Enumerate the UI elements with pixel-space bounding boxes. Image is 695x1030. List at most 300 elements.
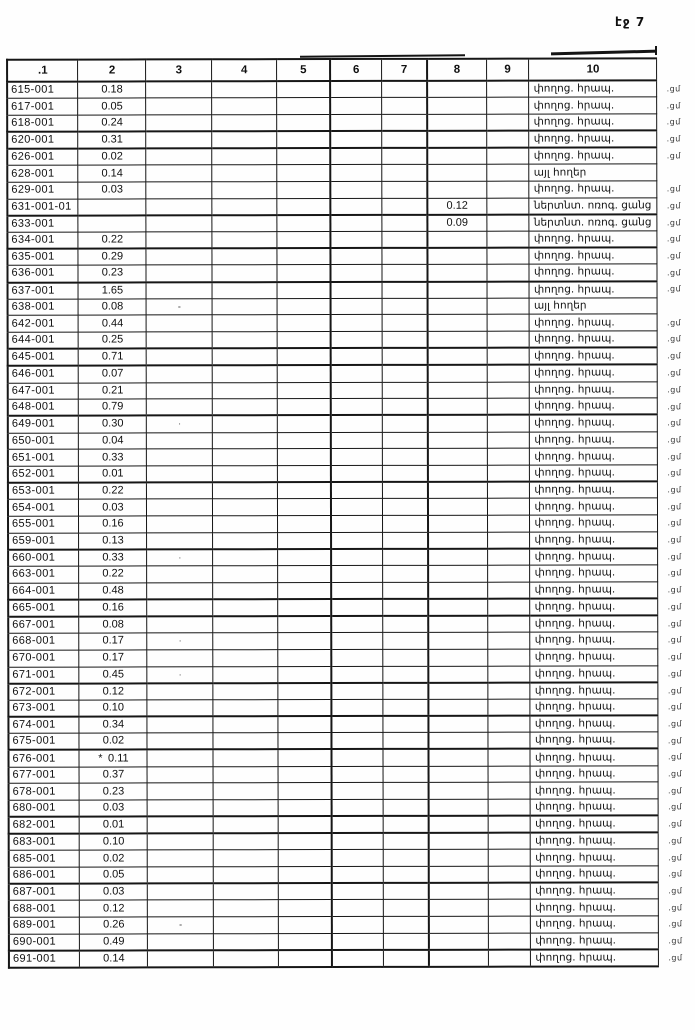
column-header-4: 4 [212,59,277,81]
cell-col3 [147,733,213,750]
cell-col8-area [429,883,488,900]
cell-parcel-code: 674-001 [8,717,79,734]
cell-col3 [147,466,213,483]
cell-col5 [278,516,332,533]
cell-col9 [488,950,531,967]
cell-parcel-code: 687-001 [9,884,80,901]
cell-col3 [146,81,212,98]
table-row [8,598,694,616]
cell-col5 [278,699,332,716]
cell-col9 [488,816,531,833]
cell-col9 [486,231,529,248]
cell-col8-area [428,565,487,582]
cell-area-ha: 0.03 [80,884,148,901]
cell-col3: - [148,917,214,934]
cell-area-ha: 0.07 [79,366,147,383]
margin-mark: .ցմ [667,468,682,478]
margin-mark: .ցմ [666,234,682,244]
cell-col9 [488,916,531,933]
cell-area-ha: 0.18 [78,81,146,98]
cell-col6 [331,382,382,399]
cell-col5 [277,482,331,499]
cell-col4 [214,900,279,917]
cell-col5 [278,649,332,666]
cell-land-use: փողոց. հրապ. [530,632,658,649]
cell-col8-area [428,616,487,633]
cell-col4 [212,282,277,299]
cell-area-ha: 0.04 [79,432,147,449]
cell-col3 [148,850,214,867]
cell-area-ha: 0.12 [80,900,148,917]
cell-col8-area [429,682,488,699]
cell-area-ha: 0.33 [79,449,147,466]
cell-col4 [212,98,277,115]
cell-land-use: փողոց. հրապ. [530,598,658,615]
cell-area-ha: 0.29 [78,249,146,266]
cell-parcel-code: 653-001 [8,483,79,500]
cell-col6 [332,883,383,900]
cell-col3 [148,950,214,967]
cell-parcel-code: 664-001 [8,583,79,600]
cell-col3 [148,900,214,917]
cell-col8-area: 0.12 [428,198,487,215]
cell-land-use: փողոց. հրապ. [529,80,657,97]
cell-col9 [486,114,529,131]
cell-col5 [278,766,332,783]
cell-col9 [487,348,530,365]
cell-col4 [212,315,277,332]
cell-col6 [332,917,383,934]
margin-mark: .ցմ [666,201,682,211]
cell-col6 [331,198,382,215]
cell-col5 [278,683,332,700]
cell-col7 [383,783,429,800]
cell-col6 [332,799,383,816]
cell-col5 [277,215,331,232]
cell-parcel-code: 647-001 [8,383,79,400]
cell-col4 [213,700,278,717]
cell-col9 [487,616,530,633]
cell-col5 [278,582,332,599]
cell-area-ha: 1.65 [79,282,147,299]
cell-col7 [383,950,429,967]
cell-col3 [146,131,212,148]
cell-col6 [332,833,383,850]
cell-col3 [147,616,213,633]
margin-mark: .ցմ [666,284,682,294]
header-row [7,58,693,81]
table-row [8,531,694,549]
margin-mark: .ցմ [667,535,682,545]
cell-area-ha: 0.22 [79,483,147,500]
cell-col5 [277,131,331,148]
cell-col8-area [428,432,487,449]
cell-land-use: փողոց. հրապ. [530,682,658,699]
cell-col5 [278,783,332,800]
cell-col7 [382,515,428,532]
cell-parcel-code: 635-001 [7,249,78,266]
cell-col9 [487,448,530,465]
cell-col4 [213,683,278,700]
cell-col3 [147,399,213,416]
cell-col8-area [428,649,487,666]
cell-area-ha: 0.05 [78,98,146,115]
margin-mark: .ցմ [666,151,681,161]
margin-mark: .ցմ [666,184,681,194]
cell-col9 [487,298,530,315]
cell-col4 [213,466,278,483]
cell-col8-area [429,833,488,850]
cell-parcel-code: 618-001 [7,115,78,132]
cell-col5 [278,883,332,900]
cell-col8-area [429,783,488,800]
cell-land-use: փողոց. հրապ. [530,532,658,549]
cell-area-ha: 0.14 [80,950,148,967]
column-header-1: .1 [7,60,78,82]
column-header-2: 2 [78,59,146,81]
cell-col3 [147,716,213,733]
cell-col7 [383,916,429,933]
cell-parcel-code: 690-001 [9,934,80,951]
margin-mark: .ցմ [666,217,682,227]
margin-mark: .ցմ [668,886,683,896]
cell-col4 [213,582,278,599]
cell-col5 [278,566,332,583]
cell-col8-area [428,265,487,282]
cell-col5 [277,181,331,198]
cell-col7 [382,198,428,215]
margin-mark: .ցմ [667,719,683,729]
cell-col4 [213,649,278,666]
cell-col5 [278,616,332,633]
cell-col5 [278,816,332,833]
cell-col9 [488,833,531,850]
cell-col4 [212,382,277,399]
column-header-3: 3 [146,59,212,81]
cell-parcel-code: 650-001 [8,433,79,450]
table-row [9,916,695,934]
table-row [9,815,695,833]
table-row [8,281,694,299]
cell-col9 [487,699,530,716]
cell-col4 [212,215,277,232]
cell-area-ha: 0.21 [79,382,147,399]
table-row [8,715,694,733]
cell-col5 [277,81,331,98]
cell-col5 [277,382,331,399]
cell-land-use: փողոց. հրապ. [531,849,659,866]
cell-col8-area [427,164,486,181]
margin-mark: .ցմ [667,619,682,629]
cell-col7 [383,699,429,716]
cell-parcel-code: 677-001 [9,767,80,784]
cell-col6 [331,515,382,532]
cell-col3 [146,115,212,132]
margin-mark: .ցմ [668,903,683,913]
table-row [8,465,694,483]
cell-col8-area [427,81,486,98]
cell-col7 [382,432,428,449]
cell-area-ha: 0.03 [78,182,146,199]
cell-col6 [332,649,383,666]
cell-land-use: փողոց. հրապ. [531,833,659,850]
cell-col9 [488,799,531,816]
cell-area-ha: 0.01 [79,466,147,483]
cell-col6 [332,699,383,716]
cell-col4 [212,115,277,132]
cell-col7 [382,215,428,232]
cell-col7 [381,114,427,131]
cell-col6 [332,816,383,833]
parcel-table [6,57,695,968]
cell-col7 [383,716,429,733]
cell-col6 [331,265,382,282]
cell-area-ha: 0.17 [79,650,147,667]
cell-col5 [278,800,332,817]
cell-col6 [331,315,382,332]
cell-col3 [147,349,213,366]
table-row [8,749,694,767]
cell-col3: - [146,299,212,316]
cell-col8-area [429,950,488,967]
cell-parcel-code: 683-001 [9,834,80,851]
cell-col7 [383,900,429,917]
cell-col3 [147,532,213,549]
cell-land-use: փողոց. հրապ. [531,899,659,916]
cell-col8-area [428,482,487,499]
cell-col6 [331,281,382,298]
margin-mark: .ցմ [667,669,682,679]
table-row [7,214,693,232]
table-row [8,448,694,466]
cell-col8-area: 0.09 [428,215,487,232]
cell-col8-area [428,348,487,365]
cell-col7 [382,482,428,499]
cell-land-use: փողոց. հրապ. [531,866,659,883]
cell-col6 [332,716,383,733]
table-row [8,548,694,566]
cell-col7 [382,265,428,282]
table-row [8,298,694,316]
table-row [8,699,694,717]
cell-col8-area [427,97,486,114]
cell-land-use: փողոց. հրապ. [531,933,659,950]
cell-col3 [148,833,214,850]
table-body [7,80,695,967]
cell-land-use: փողոց. հրապ. [531,799,659,816]
margin-mark: .ցմ [666,134,681,144]
cell-col7 [382,616,428,633]
margin-mark: .ցմ [667,518,682,528]
margin-mark: .ցմ [666,84,681,94]
cell-col7 [382,499,428,516]
cell-col3 [147,750,213,767]
table-row [7,197,693,215]
column-header-6: 6 [330,59,381,81]
cell-col6 [331,465,382,482]
cell-col5 [278,933,332,950]
margin-mark: .ցմ [667,401,682,411]
cell-col4 [212,165,277,182]
margin-mark: .ցմ [668,802,683,812]
cell-col8-area [428,382,487,399]
cell-col9 [488,849,531,866]
cell-col7 [383,816,429,833]
cell-col7 [382,599,428,616]
cell-col5 [277,465,331,482]
cell-parcel-code: 663-001 [8,566,79,583]
cell-parcel-code: 645-001 [8,349,79,366]
cell-parcel-code: 644-001 [8,332,79,349]
cell-col5 [277,298,331,315]
cell-col5 [278,733,332,750]
cell-col7 [383,666,429,683]
cell-col3: · [147,633,213,650]
cell-col4 [213,566,278,583]
cell-land-use: փողոց. հրապ. [531,816,659,833]
cell-col5 [277,98,331,115]
cell-col7 [382,181,428,198]
cell-col5 [277,232,331,249]
cell-col8-area [429,850,488,867]
cell-col8-area [428,331,487,348]
cell-col6 [332,783,383,800]
cell-col7 [382,331,428,348]
cell-area-ha: 0.02 [78,148,146,165]
cell-land-use: փողոց. հրապ. [530,765,658,782]
cell-area-ha: 0.30 [79,416,147,433]
margin-mark: .ցմ [667,435,682,445]
cell-col7 [383,799,429,816]
margin-mark [658,298,694,315]
cell-col4 [213,750,278,767]
cell-land-use: փողոց. հրապ. [530,448,658,465]
cell-land-use: այլ հողեր [529,164,657,181]
cell-col9 [488,766,531,783]
cell-col7 [383,749,429,766]
cell-col4 [212,198,277,215]
cell-col6 [331,181,382,198]
margin-mark: .ցմ [667,702,683,712]
cell-col4 [212,399,277,416]
cell-col5 [277,415,331,432]
cell-col6 [331,449,382,466]
cell-land-use: փողոց. հրապ. [530,749,658,766]
margin-mark: .ցմ [667,451,682,461]
table-row [9,765,695,783]
cell-col7 [382,565,428,582]
cell-col7 [383,632,429,649]
cell-col3 [146,198,212,215]
table-row [9,799,695,817]
cell-col8-area [427,148,486,165]
cell-col3 [147,783,213,800]
cell-col3 [146,215,212,232]
cell-col8-area [429,749,488,766]
cell-col5 [277,449,331,466]
cell-col4 [213,816,278,833]
table-row [7,80,693,98]
cell-area-ha: 0.02 [79,733,147,750]
cell-col9 [486,131,529,148]
cell-area-ha: 0.45 [79,666,147,683]
cell-col3 [147,382,213,399]
cell-land-use: փողոց. հրապ. [530,365,658,382]
cell-col4 [212,81,277,98]
cell-col6 [332,866,383,883]
cell-col8-area [427,114,486,131]
cell-land-use: այլ հողեր [530,298,658,315]
cell-col8-area [428,398,487,415]
cell-col7 [383,683,429,700]
cell-parcel-code: 637-001 [8,282,79,299]
cell-land-use: փողոց. հրապ. [531,916,659,933]
cell-col8-area [428,632,487,649]
cell-col8-area [428,465,487,482]
cell-col5 [278,666,332,683]
cell-parcel-code: 680-001 [9,800,80,817]
table-row [8,331,694,349]
cell-area-ha: * 0.11 [79,750,147,767]
cell-col4 [213,416,278,433]
cell-col9 [487,415,530,432]
margin-mark: .ցմ [667,735,683,745]
cell-col4 [213,867,278,884]
margin-mark [657,164,693,181]
cell-col7 [383,833,429,850]
margin-mark: .ցմ [667,568,682,578]
cell-col3 [148,884,214,901]
cell-col5 [278,850,332,867]
cell-parcel-code: 660-001 [8,549,79,566]
cell-col8-area [429,766,488,783]
cell-parcel-code: 678-001 [9,783,80,800]
cell-parcel-code: 620-001 [7,132,78,149]
cell-col3 [147,650,213,667]
cell-col6 [332,683,383,700]
cell-parcel-code: 659-001 [8,533,79,550]
table-row [9,866,695,884]
cell-col4 [212,348,277,365]
cell-col6 [331,348,382,365]
cell-col7 [382,248,428,265]
cell-area-ha: 0.24 [78,115,146,132]
cell-land-use: փողոց. հրապ. [530,398,658,415]
cell-land-use: փողոց. հրապ. [530,314,658,331]
cell-area-ha: 0.44 [79,315,147,332]
margin-mark: .ցմ [667,418,682,428]
cell-col8-area [428,666,487,683]
cell-col6 [331,298,382,315]
table-row [9,832,695,850]
cell-col9 [487,565,530,582]
cell-col7 [383,733,429,750]
cell-col5 [277,332,331,349]
cell-parcel-code: 626-001 [7,149,78,166]
cell-col7 [382,348,428,365]
cell-parcel-code: 686-001 [9,867,80,884]
cell-col4 [212,131,277,148]
cell-col5 [278,900,332,917]
cell-col5 [277,265,331,282]
cell-parcel-code: 631-001-01 [7,199,78,216]
cell-col8-area [428,448,487,465]
cell-area-ha: 0.26 [80,917,148,934]
cell-col9 [487,532,530,549]
cell-col7 [382,281,428,298]
margin-mark: .ցմ [668,869,683,879]
cell-col5 [277,348,331,365]
